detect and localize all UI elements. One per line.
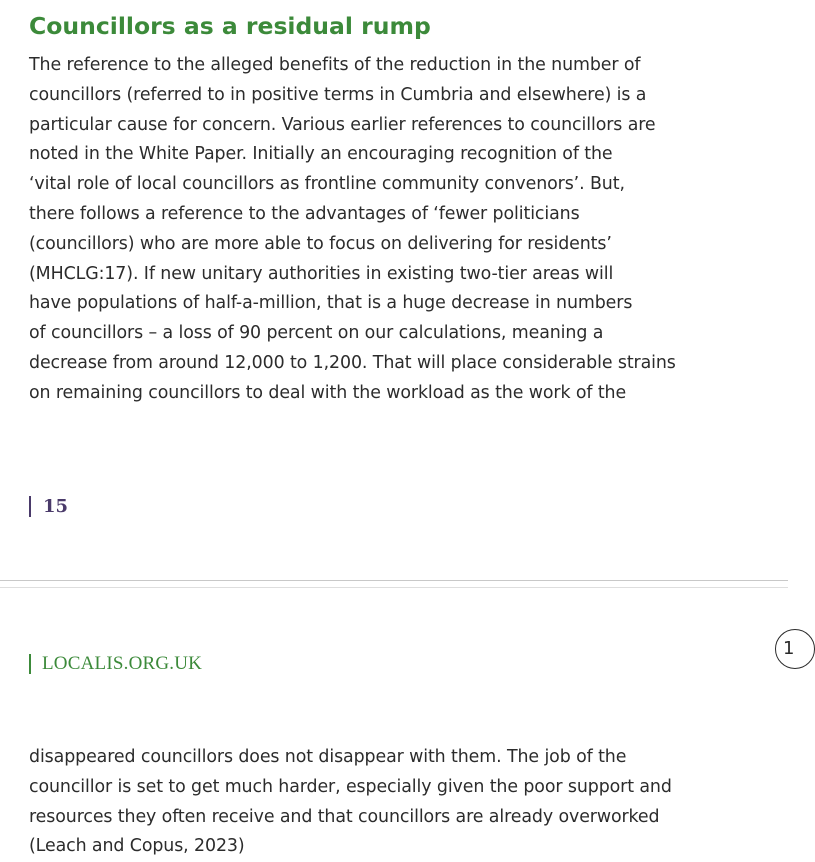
text-line: councillor is set to get much harder, especially given the poor support and bbox=[29, 776, 672, 797]
page-divider bbox=[0, 580, 788, 581]
text-line: The reference to the alleged benefits of the reduction in the number of bbox=[29, 55, 641, 75]
section-heading: Councillors as a residual rump bbox=[29, 12, 431, 40]
website-bar bbox=[29, 654, 31, 674]
folio-bar bbox=[29, 496, 31, 517]
text-line: (Leach and Copus, 2023) bbox=[29, 836, 245, 857]
text-line: noted in the White Paper. Initially an encouraging recognition of the bbox=[29, 144, 613, 165]
text-line: of councillors – a loss of 90 percent on our calculations, meaning a bbox=[29, 323, 604, 344]
text-line: (councillors) who are more able to focus on delivering for residents’ bbox=[29, 233, 612, 254]
text-line: particular cause for concern. Various earlier references to councillors are bbox=[29, 114, 656, 135]
text-line: have populations of half-a-million, that is a huge decrease in numbers bbox=[29, 293, 633, 314]
circle-glyph: 1 bbox=[783, 638, 795, 659]
text-line: on remaining councillors to deal with the workload as the work of the bbox=[29, 382, 627, 403]
text-line: councillors (referred to in positive terms in Cumbria and elsewhere) is a bbox=[29, 84, 647, 105]
text-line: ‘vital role of local councillors as frontline community convenors’. But, bbox=[29, 174, 625, 195]
text-line: there follows a reference to the advantages of ‘fewer politicians bbox=[29, 203, 580, 224]
page-number bbox=[29, 494, 68, 518]
page-number-text: 15 bbox=[43, 495, 69, 517]
website-label bbox=[29, 652, 202, 676]
page-divider bbox=[0, 587, 788, 588]
text-line: decrease from around 12,000 to 1,200. That will place considerable strains bbox=[29, 352, 676, 373]
text-line: disappeared councillors does not disappear with them. The job of the bbox=[29, 747, 627, 767]
text-line: resources they often receive and that councillors are already overworked bbox=[29, 806, 660, 827]
body-paragraph-top bbox=[29, 51, 676, 409]
text-line: (MHCLG:17). If new unitary authorities in existing two-tier areas will bbox=[29, 263, 614, 284]
circle-icon[interactable] bbox=[775, 629, 815, 669]
body-paragraph-bottom bbox=[29, 743, 672, 862]
website-url: LOCALIS.ORG.UK bbox=[42, 653, 203, 674]
